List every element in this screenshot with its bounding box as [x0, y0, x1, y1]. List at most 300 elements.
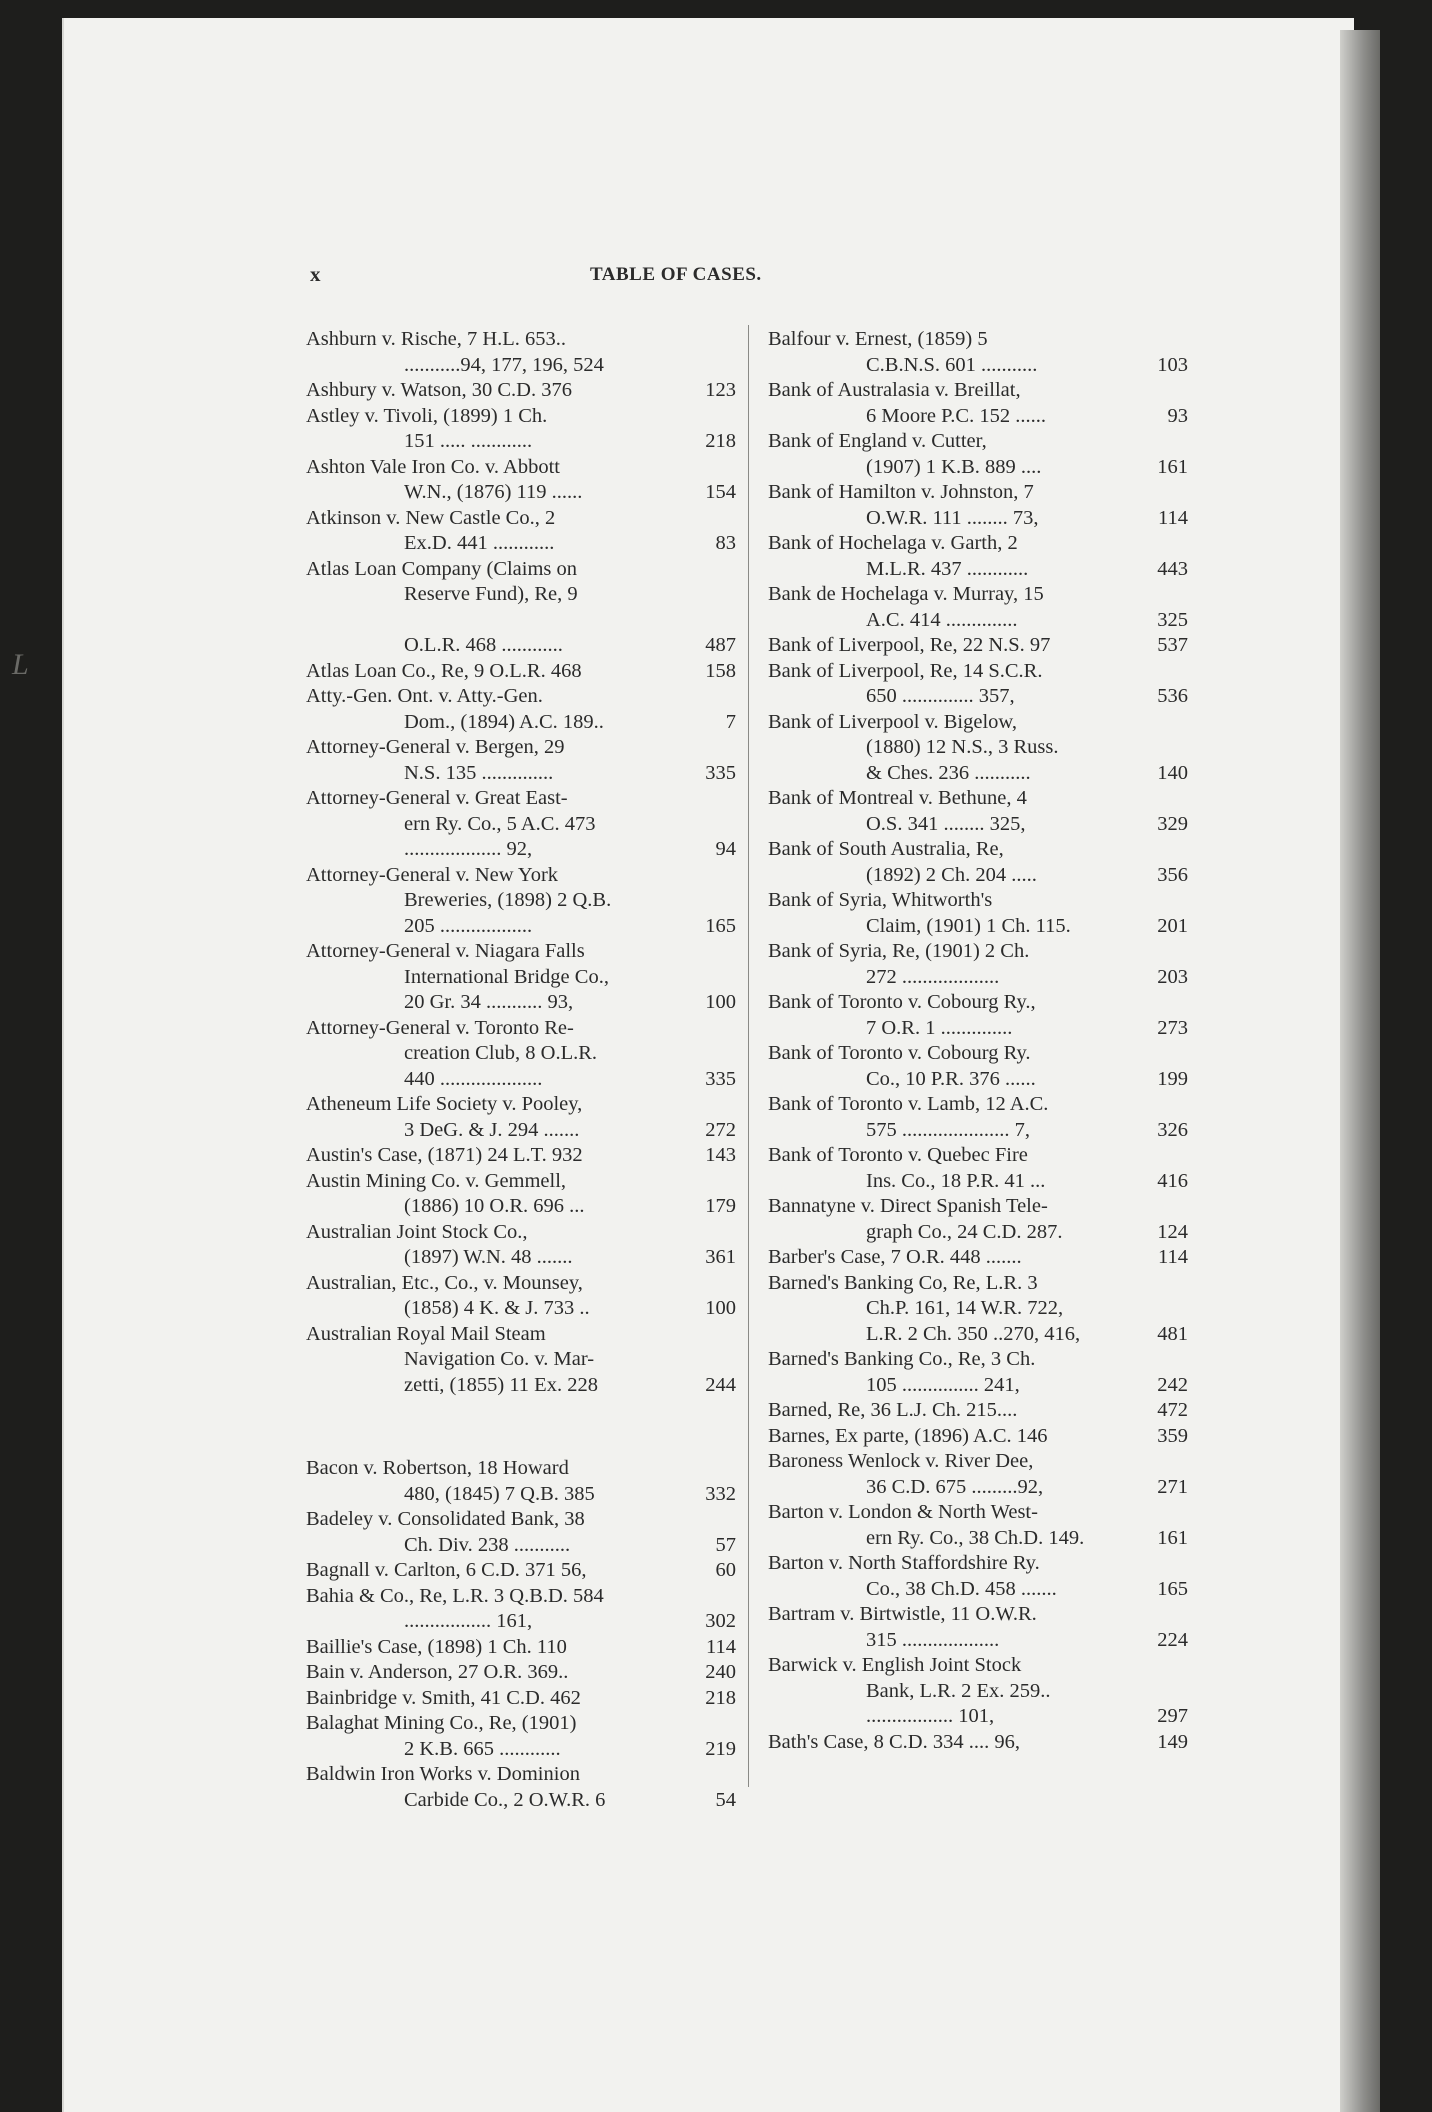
case-line	[768, 378, 1188, 404]
margin-pencil-mark: L	[12, 648, 29, 681]
case-line	[768, 1551, 1188, 1577]
case-line	[768, 710, 1188, 736]
case-line	[306, 557, 736, 583]
case-citation-text: 315 ...................	[866, 1628, 1000, 1651]
case-citation-text: Ch.P. 161, 14 W.R. 722,	[866, 1297, 1064, 1319]
case-line	[768, 1500, 1188, 1526]
case-line	[306, 608, 736, 634]
case-citation-text: Ch. Div. 238 ...........	[404, 1533, 571, 1556]
case-citation-text: 2 K.B. 665 ............	[404, 1737, 561, 1760]
case-citation-text: Bank of Liverpool v. Bigelow,	[768, 710, 1017, 733]
case-entry	[768, 990, 1188, 1041]
case-citation-text: ...........94, 177, 196, 524	[404, 353, 604, 376]
case-line	[306, 1194, 736, 1220]
case-line	[768, 1577, 1188, 1603]
case-citation-text: Australian, Etc., Co., v. Mounsey,	[306, 1271, 583, 1294]
case-line	[306, 633, 736, 659]
case-entry	[306, 1143, 736, 1169]
case-line	[306, 1584, 736, 1610]
case-citation-text: 575 ..................... 7,	[866, 1118, 1030, 1141]
case-citation-text: Ashburn v. Rische, 7 H.L. 653..	[306, 328, 567, 350]
case-line	[768, 455, 1188, 481]
case-line	[306, 1118, 736, 1144]
page-reference: 481	[1157, 1322, 1188, 1345]
case-line	[768, 965, 1188, 991]
case-citation-text: Ashton Vale Iron Co. v. Abbott	[306, 455, 560, 478]
case-citation-text: Barton v. London & North West-	[768, 1501, 1038, 1523]
case-citation-text: Bank of Liverpool, Re, 14 S.C.R.	[768, 659, 1043, 682]
case-entry	[306, 939, 736, 1016]
case-entry	[768, 786, 1188, 837]
case-citation-text: 151 ..... ............	[404, 430, 533, 452]
case-entry	[768, 633, 1188, 659]
case-line	[306, 1456, 736, 1482]
case-line	[306, 1373, 736, 1399]
case-citation-text: Atkinson v. New Castle Co., 2	[306, 506, 556, 529]
case-entry	[768, 429, 1188, 480]
case-citation-text: Barned, Re, 36 L.J. Ch. 215....	[768, 1399, 1018, 1421]
page-reference: 416	[1157, 1169, 1188, 1192]
case-line	[768, 837, 1188, 863]
case-line	[768, 914, 1188, 940]
case-citation-text: Dom., (1894) A.C. 189..	[404, 710, 604, 733]
page-reference: 218	[705, 430, 736, 452]
page-reference: 326	[1157, 1118, 1188, 1141]
case-line	[306, 429, 736, 455]
page-reference: 359	[1157, 1424, 1188, 1447]
case-line	[768, 939, 1188, 965]
case-line	[306, 735, 736, 761]
case-citation-text: 6 Moore P.C. 152 ......	[866, 404, 1046, 427]
case-line	[306, 939, 736, 965]
case-line	[768, 327, 1188, 353]
page-reference: 100	[705, 1297, 736, 1319]
case-line	[768, 1347, 1188, 1373]
page-edge-shadow	[1340, 30, 1380, 2112]
case-entry	[768, 939, 1188, 990]
case-citation-text: Bank of Montreal v. Bethune, 4	[768, 787, 1027, 809]
case-line	[768, 786, 1188, 812]
case-entry	[768, 1602, 1188, 1653]
page-reference: 224	[1157, 1628, 1188, 1651]
case-entry	[306, 1558, 736, 1584]
case-line	[768, 684, 1188, 710]
case-line	[768, 1653, 1188, 1679]
case-citation-text: graph Co., 24 C.D. 287.	[866, 1220, 1063, 1243]
case-entry	[306, 1092, 736, 1143]
page-reference: 536	[1157, 685, 1188, 707]
case-line	[306, 480, 736, 506]
case-line	[306, 1635, 736, 1661]
case-line	[306, 378, 736, 404]
case-entry	[306, 1584, 736, 1635]
case-line	[768, 735, 1188, 761]
page-reference: 140	[1157, 761, 1188, 784]
case-line	[768, 1041, 1188, 1067]
case-line	[768, 1704, 1188, 1730]
case-entry	[306, 1169, 736, 1220]
page-reference: 537	[1157, 634, 1188, 656]
case-entry	[306, 378, 736, 404]
case-citation-text: Bank, L.R. 2 Ex. 259..	[866, 1679, 1051, 1702]
case-line	[768, 582, 1188, 608]
page-reference: 325	[1157, 608, 1188, 631]
case-line	[306, 353, 736, 379]
case-citation-text: Ex.D. 441 ............	[404, 532, 555, 554]
case-citation-text: Bank of Liverpool, Re, 22 N.S. 97	[768, 634, 1051, 656]
case-line	[306, 710, 736, 736]
case-citation-text: O.S. 341 ........ 325,	[866, 812, 1026, 835]
case-line	[306, 1067, 736, 1093]
case-line	[306, 1169, 736, 1195]
case-citation-text: Ashbury v. Watson, 30 C.D. 376	[306, 379, 572, 401]
case-line	[768, 531, 1188, 557]
page-folio: x	[310, 262, 322, 286]
case-line	[768, 429, 1188, 455]
case-line	[306, 1686, 736, 1712]
case-line	[768, 1526, 1188, 1552]
page-reference: 273	[1157, 1016, 1188, 1039]
case-entry	[306, 327, 736, 378]
case-line	[768, 1016, 1188, 1042]
case-entry	[768, 378, 1188, 429]
case-citation-text: Bank of Hamilton v. Johnston, 7	[768, 481, 1034, 503]
case-line	[306, 812, 736, 838]
case-line	[768, 1067, 1188, 1093]
case-citation-text: Barwick v. English Joint Stock	[768, 1654, 1022, 1676]
column-divider	[748, 325, 749, 1787]
case-citation-text: M.L.R. 437 ............	[866, 557, 1029, 580]
page-reference: 83	[715, 532, 736, 554]
case-entry	[768, 1194, 1188, 1245]
case-line	[306, 582, 736, 608]
case-citation-text: & Ches. 236 ...........	[866, 761, 1031, 784]
case-citation-text: 480, (1845) 7 Q.B. 385	[404, 1482, 595, 1505]
case-line	[768, 353, 1188, 379]
case-line	[768, 888, 1188, 914]
case-entry	[768, 1398, 1188, 1424]
section-gap	[306, 1398, 736, 1456]
case-line	[768, 1092, 1188, 1118]
case-citation-text: Bank of Toronto v. Lamb, 12 A.C.	[768, 1093, 1049, 1115]
case-citation-text: Bank of Syria, Whitworth's	[768, 889, 993, 911]
case-line	[768, 863, 1188, 889]
case-entry	[768, 531, 1188, 582]
case-citation-text: Attorney-General v. New York	[306, 863, 559, 886]
case-citation-text: Balaghat Mining Co., Re, (1901)	[306, 1712, 577, 1734]
case-entry	[768, 710, 1188, 787]
case-citation-text: Australian Royal Mail Steam	[306, 1322, 546, 1345]
page-reference: 103	[1157, 353, 1188, 376]
case-citation-text: Bartram v. Birtwistle, 11 O.W.R.	[768, 1603, 1037, 1625]
running-title: TABLE OF CASES.	[590, 264, 762, 285]
case-line	[306, 914, 736, 940]
page-reference: 272	[705, 1118, 736, 1141]
case-citation-text: ................. 101,	[866, 1705, 995, 1727]
page-reference: 94	[715, 838, 736, 860]
case-citation-text: Atlas Loan Company (Claims on	[306, 557, 578, 580]
page-reference: 154	[705, 481, 736, 503]
case-entry	[306, 1507, 736, 1558]
case-line	[306, 1507, 736, 1533]
case-citation-text: 20 Gr. 34 ........... 93,	[404, 991, 574, 1013]
case-entry	[768, 1500, 1188, 1551]
page-reference: 143	[705, 1144, 736, 1166]
case-citation-text: Bacon v. Robertson, 18 Howard	[306, 1457, 569, 1479]
case-line	[768, 761, 1188, 787]
case-citation-text: 36 C.D. 675 .........92,	[866, 1475, 1044, 1498]
case-line	[768, 404, 1188, 430]
case-citation-text: Claim, (1901) 1 Ch. 115.	[866, 914, 1071, 937]
case-line	[306, 965, 736, 991]
case-entry	[768, 480, 1188, 531]
case-line	[768, 1373, 1188, 1399]
case-line	[306, 1558, 736, 1584]
case-line	[306, 1143, 736, 1169]
page-reference: 244	[705, 1373, 736, 1396]
case-line	[768, 1220, 1188, 1246]
case-entry	[768, 1449, 1188, 1500]
case-entry	[306, 1660, 736, 1686]
case-citation-text: Barber's Case, 7 O.R. 448 .......	[768, 1246, 1022, 1268]
case-citation-text: Balfour v. Ernest, (1859) 5	[768, 328, 988, 350]
case-line	[306, 327, 736, 353]
case-citation-text: Bannatyne v. Direct Spanish Tele-	[768, 1195, 1048, 1217]
case-line	[306, 1016, 736, 1042]
case-citation-text: C.B.N.S. 601 ...........	[866, 353, 1038, 376]
case-line	[768, 1169, 1188, 1195]
case-entry	[768, 1271, 1188, 1348]
case-line	[306, 1347, 736, 1373]
case-citation-text: Attorney-General v. Niagara Falls	[306, 940, 585, 962]
page-reference: 7	[725, 710, 736, 733]
page-reference: 124	[1157, 1220, 1188, 1243]
case-entry	[768, 1347, 1188, 1398]
case-line	[768, 1322, 1188, 1348]
page-reference: 487	[705, 634, 736, 656]
case-citation-text: Bath's Case, 8 C.D. 334 .... 96,	[768, 1730, 1020, 1753]
case-entry	[768, 1245, 1188, 1271]
case-citation-text: 272 ...................	[866, 965, 1000, 988]
case-citation-text: Barned's Banking Co, Re, L.R. 3	[768, 1271, 1038, 1294]
case-citation-text: ern Ry. Co., 5 A.C. 473	[404, 812, 596, 835]
case-citation-text: Ins. Co., 18 P.R. 41 ...	[866, 1169, 1046, 1192]
page-reference: 161	[1157, 1526, 1188, 1549]
case-line	[768, 659, 1188, 685]
case-entry	[768, 1551, 1188, 1602]
case-line	[768, 1602, 1188, 1628]
case-citation-text: Navigation Co. v. Mar-	[404, 1348, 595, 1370]
case-citation-text: creation Club, 8 O.L.R.	[404, 1042, 598, 1064]
case-citation-text: Attorney-General v. Bergen, 29	[306, 736, 565, 758]
case-line	[306, 1533, 736, 1559]
case-line	[768, 633, 1188, 659]
case-line	[306, 1041, 736, 1067]
case-line	[306, 659, 736, 685]
case-line	[306, 1322, 736, 1348]
case-citation-text: (1897) W.N. 48 .......	[404, 1246, 573, 1268]
case-citation-text: Bank of Hochelaga v. Garth, 2	[768, 532, 1018, 554]
page-reference: 100	[705, 991, 736, 1013]
case-citation-text: Astley v. Tivoli, (1899) 1 Ch.	[306, 404, 548, 427]
case-citation-text: Co., 38 Ch.D. 458 .......	[866, 1577, 1057, 1600]
case-citation-text: 650 .............. 357,	[866, 685, 1015, 707]
case-line	[768, 1245, 1188, 1271]
case-citation-text: Barned's Banking Co., Re, 3 Ch.	[768, 1348, 1036, 1370]
case-entry	[768, 582, 1188, 633]
case-citation-text: O.W.R. 111 ........ 73,	[866, 506, 1039, 529]
case-entry	[768, 1143, 1188, 1194]
case-citation-text: Atty.-Gen. Ont. v. Atty.-Gen.	[306, 685, 543, 707]
case-citation-text: International Bridge Co.,	[404, 965, 609, 988]
case-citation-text: (1907) 1 K.B. 889 ....	[866, 455, 1042, 478]
case-citation-text: O.L.R. 468 ............	[404, 634, 563, 656]
case-line	[306, 761, 736, 787]
case-citation-text: Baillie's Case, (1898) 1 Ch. 110	[306, 1635, 567, 1658]
case-entry	[306, 1271, 736, 1322]
case-line	[306, 506, 736, 532]
case-citation-text: 205 ..................	[404, 914, 533, 937]
case-citation-text: Carbide Co., 2 O.W.R. 6	[404, 1788, 606, 1811]
case-line	[768, 1628, 1188, 1654]
page-reference: 201	[1157, 914, 1188, 937]
case-line	[768, 1271, 1188, 1297]
page-reference: 361	[705, 1246, 736, 1268]
case-citation-text: ern Ry. Co., 38 Ch.D. 149.	[866, 1526, 1085, 1549]
page-reference: 165	[1157, 1577, 1188, 1600]
case-entry	[306, 659, 736, 685]
page-reference: 165	[705, 914, 736, 937]
case-line	[306, 1762, 736, 1788]
page-reference: 240	[705, 1661, 736, 1683]
case-citation-text: Badeley v. Consolidated Bank, 38	[306, 1508, 585, 1530]
case-line	[768, 1679, 1188, 1705]
page-reference: 158	[705, 659, 736, 682]
page-reference: 335	[705, 1067, 736, 1090]
case-line	[306, 786, 736, 812]
case-entry	[768, 327, 1188, 378]
page-reference: 219	[705, 1737, 736, 1760]
case-entry	[306, 1456, 736, 1507]
case-line	[306, 1788, 736, 1814]
case-line	[306, 1609, 736, 1635]
case-citation-text: Bank de Hochelaga v. Murray, 15	[768, 583, 1044, 605]
case-citation-text: Bagnall v. Carlton, 6 C.D. 371 56,	[306, 1559, 587, 1581]
case-line	[768, 1475, 1188, 1501]
case-line	[306, 888, 736, 914]
case-citation-text: Baldwin Iron Works v. Dominion	[306, 1763, 580, 1785]
case-citation-text: (1886) 10 O.R. 696 ...	[404, 1195, 585, 1217]
case-entry	[768, 1041, 1188, 1092]
case-line	[768, 990, 1188, 1016]
case-citation-text: ................... 92,	[404, 838, 533, 860]
case-entry	[306, 1711, 736, 1762]
page-reference: 302	[705, 1610, 736, 1632]
case-citation-text: 440 ....................	[404, 1067, 543, 1090]
case-line	[768, 480, 1188, 506]
case-citation-text: Co., 10 P.R. 376 ......	[866, 1067, 1036, 1090]
case-citation-text: Attorney-General v. Great East-	[306, 787, 568, 809]
case-line	[306, 404, 736, 430]
case-entry	[306, 1016, 736, 1093]
case-entry	[768, 659, 1188, 710]
case-citation-text: Australian Joint Stock Co.,	[306, 1220, 528, 1243]
case-line	[768, 1730, 1188, 1756]
case-line	[768, 506, 1188, 532]
case-line	[306, 1482, 736, 1508]
page-reference: 54	[715, 1788, 736, 1811]
case-entry	[768, 1092, 1188, 1143]
case-line	[768, 608, 1188, 634]
case-entry	[306, 404, 736, 455]
case-citation-text: Baroness Wenlock v. River Dee,	[768, 1450, 1034, 1472]
page-reference: 218	[705, 1686, 736, 1709]
case-line	[306, 1660, 736, 1686]
case-line	[768, 1398, 1188, 1424]
case-line	[768, 557, 1188, 583]
page-reference: 271	[1157, 1475, 1188, 1498]
case-citation-text: 7 O.R. 1 ..............	[866, 1016, 1013, 1039]
case-line	[306, 990, 736, 1016]
case-line	[768, 1449, 1188, 1475]
case-entry	[768, 888, 1188, 939]
case-entry	[306, 735, 736, 786]
case-citation-text: (1880) 12 N.S., 3 Russ.	[866, 736, 1059, 758]
page-reference: 149	[1157, 1730, 1188, 1753]
case-citation-text: 3 DeG. & J. 294 .......	[404, 1118, 580, 1141]
page-reference: 443	[1157, 557, 1188, 580]
case-entry	[306, 1762, 736, 1813]
page-reference: 179	[705, 1195, 736, 1217]
case-entry	[768, 1424, 1188, 1450]
case-line	[768, 1143, 1188, 1169]
case-citation-text: L.R. 2 Ch. 350 ..270, 416,	[866, 1322, 1081, 1345]
page-reference: 161	[1157, 455, 1188, 478]
case-entry	[306, 1635, 736, 1661]
case-line	[306, 837, 736, 863]
page-reference: 114	[1158, 1246, 1188, 1268]
case-entry	[306, 1220, 736, 1271]
case-line	[306, 1220, 736, 1246]
case-entry	[768, 1730, 1188, 1756]
page-reference: 356	[1157, 863, 1188, 886]
case-line	[768, 812, 1188, 838]
case-entry	[768, 1653, 1188, 1730]
case-citation-text: Bank of Toronto v. Cobourg Ry.	[768, 1042, 1031, 1064]
case-citation-text: Bainbridge v. Smith, 41 C.D. 462	[306, 1686, 581, 1709]
case-citation-text: Austin Mining Co. v. Gemmell,	[306, 1169, 567, 1192]
case-citation-text: Reserve Fund), Re, 9	[404, 583, 578, 605]
case-citation-text: Attorney-General v. Toronto Re-	[306, 1016, 574, 1039]
case-line	[306, 863, 736, 889]
page-reference: 114	[1158, 506, 1188, 529]
case-citation-text: Barton v. North Staffordshire Ry.	[768, 1552, 1040, 1574]
case-citation-text: Atheneum Life Society v. Pooley,	[306, 1093, 583, 1115]
case-citation-text: ................. 161,	[404, 1610, 533, 1632]
case-entry	[306, 1686, 736, 1712]
case-line	[306, 531, 736, 557]
case-entry	[306, 684, 736, 735]
left-column	[306, 327, 736, 1813]
page-reference: 199	[1157, 1067, 1188, 1090]
page-reference: 114	[706, 1635, 736, 1658]
case-citation-text: Austin's Case, (1871) 24 L.T. 932	[306, 1144, 583, 1166]
page-reference: 472	[1157, 1399, 1188, 1421]
page-reference: 123	[705, 379, 736, 401]
page-reference: 57	[715, 1533, 736, 1556]
case-citation-text: Breweries, (1898) 2 Q.B.	[404, 889, 612, 911]
page-reference: 335	[705, 761, 736, 784]
